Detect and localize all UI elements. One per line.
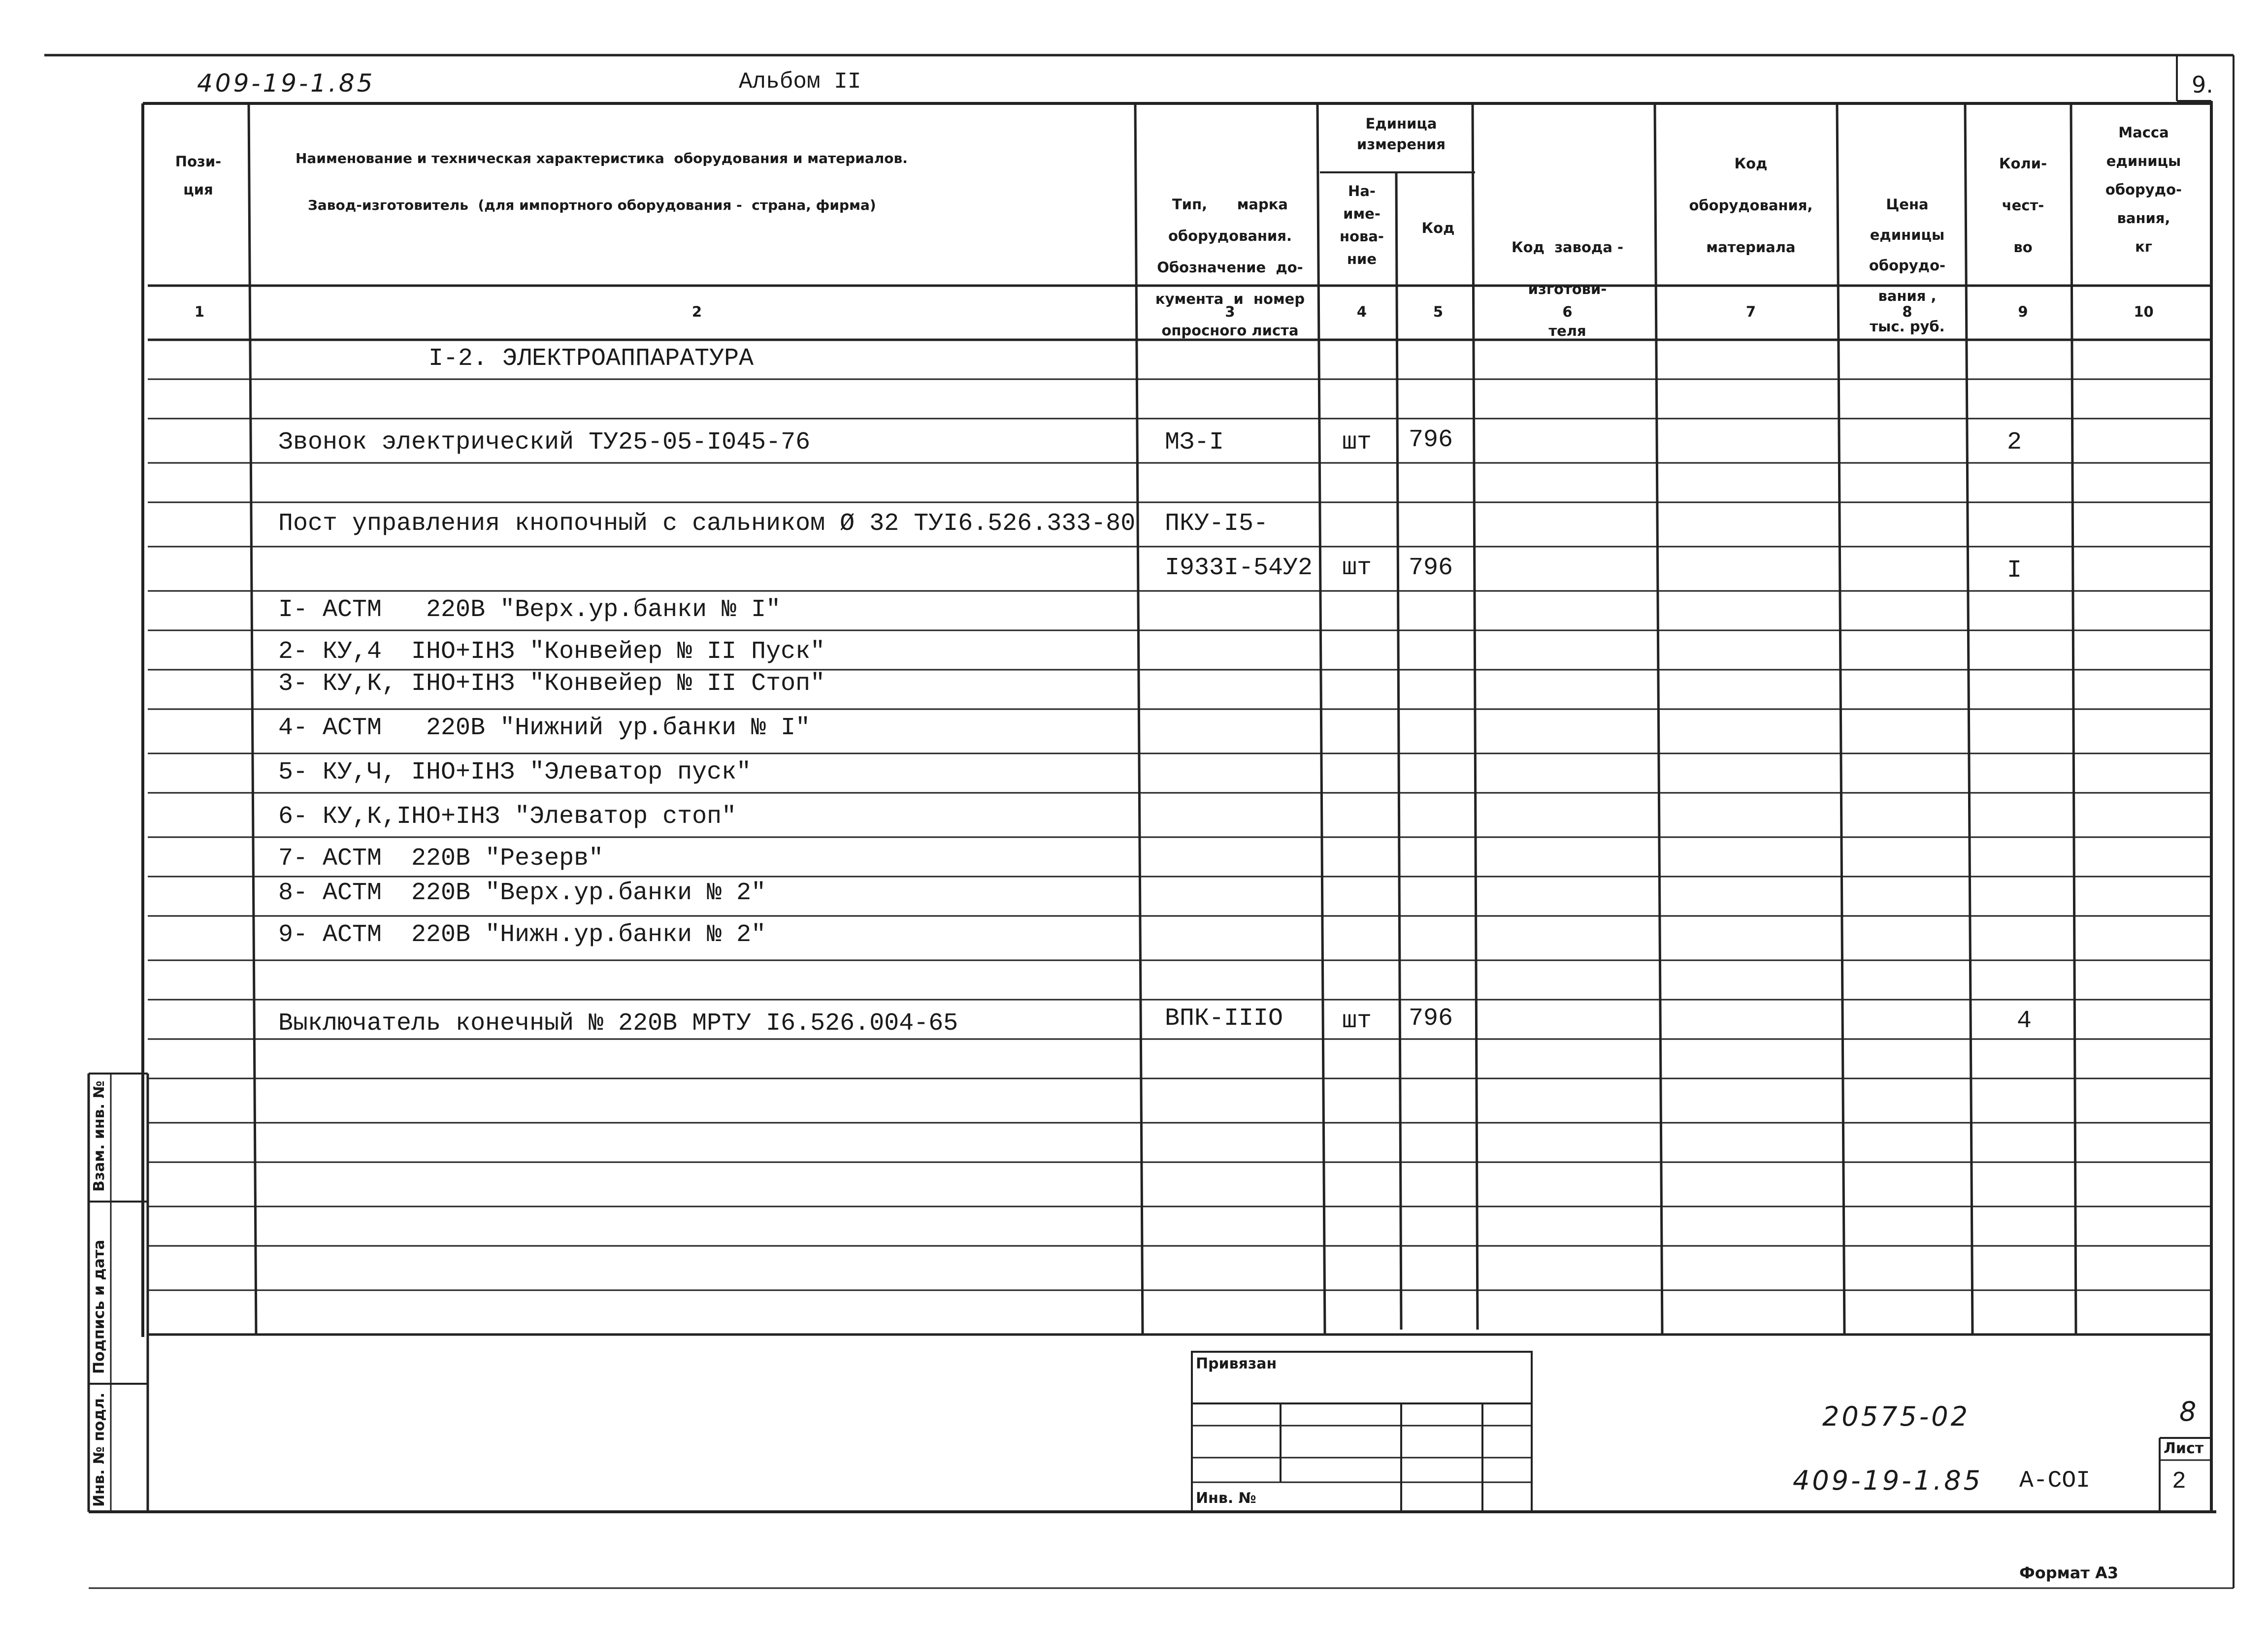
- table-row-code: 796: [1409, 554, 1453, 582]
- list-item: 7- АСТМ 220В "Резерв": [278, 845, 604, 873]
- table-row-type: МЗ-I: [1165, 428, 1224, 456]
- col-number-3: 3: [1225, 303, 1235, 320]
- header-price: Цена единицы оборудо- вания , тыс. руб.: [1869, 196, 1946, 335]
- table-row-unit: шт: [1342, 1007, 1372, 1035]
- col-number-9: 9: [2018, 303, 2028, 320]
- sheet-number: 2: [2172, 1468, 2186, 1495]
- table-row-code: 796: [1409, 1005, 1453, 1033]
- col-number-2: 2: [691, 303, 702, 320]
- header-equipment-code: Код оборудования, материала: [1689, 155, 1813, 256]
- project-number: 20575-02: [1822, 1401, 1970, 1432]
- table-row-qty: 4: [2017, 1007, 2032, 1035]
- table-row-type: ПКУ-I5-: [1165, 510, 1269, 538]
- side-label-podpis: Подпись и дата: [91, 1239, 108, 1374]
- table-row-type: ВПК-IIIО: [1165, 1005, 1283, 1033]
- table-row-name: Звонок электрический ТУ25-05-I045-76: [278, 428, 811, 456]
- header-type: Тип, марка оборудования. Обозначение до- кумента и номер опросного листа: [1155, 196, 1305, 339]
- header-name-line2: Завод-изготовитель (для импортного оборудования - страна, фирма): [308, 197, 876, 213]
- header-mass: Масса единицы оборудо- вания, кг: [2105, 124, 2182, 255]
- sheet-top: 8: [2179, 1396, 2197, 1427]
- table-row-qty: I: [2007, 556, 2022, 585]
- section-title: I-2. ЭЛЕКТРОАППАРАТУРА: [428, 345, 754, 373]
- table-row-code: 796: [1409, 426, 1453, 454]
- col-number-4: 4: [1356, 303, 1367, 320]
- col-number-10: 10: [2134, 303, 2154, 320]
- col-number-1: 1: [194, 303, 205, 320]
- list-item: 3- КУ,К, IНО+IНЗ "Конвейер № II Стоп": [278, 670, 825, 698]
- list-label: Лист: [2164, 1440, 2204, 1457]
- list-item: 9- АСТМ 220В "Нижн.ур.банки № 2": [278, 921, 766, 949]
- header-position: Пози- ция: [175, 153, 222, 198]
- table-row-unit: шт: [1342, 554, 1372, 582]
- header-unit-name: На- име- нова- ние: [1340, 183, 1384, 267]
- header-unit-group: Единица измерения: [1357, 115, 1446, 153]
- side-label-inv: Инв. № подл.: [91, 1392, 108, 1507]
- list-item: 4- АСТМ 220В "Нижний ур.банки № I": [278, 714, 811, 742]
- header-quantity: Коли- чест- во: [1999, 155, 2047, 256]
- page-number: 9.: [2192, 71, 2213, 98]
- table-row-qty: 2: [2007, 428, 2022, 456]
- table-row-name: Выключатель конечный № 220В МРТУ I6.526.004-65: [278, 1010, 958, 1038]
- format-label: Формат А3: [2019, 1564, 2119, 1582]
- header-name-line1: Наименование и техническая характеристика оборудования и материалов.: [296, 150, 908, 166]
- col-number-7: 7: [1745, 303, 1756, 320]
- list-item: 8- АСТМ 220В "Верх.ур.банки № 2": [278, 879, 766, 907]
- header-factory-code: Код завода - изготови- теля: [1511, 239, 1624, 339]
- doc-mark: А-СОI: [2019, 1467, 2091, 1494]
- list-item: 6- КУ,К,IНО+IНЗ "Элеватор стоп": [278, 803, 737, 831]
- doc-code-bottom: 409-19-1.85: [1793, 1465, 1983, 1496]
- col-number-6: 6: [1562, 303, 1573, 320]
- col-number-8: 8: [1902, 303, 1912, 320]
- list-item: I- АСТМ 220В "Верх.ур.банки № I": [278, 596, 781, 624]
- side-label-vzam: Взам. инв. №: [91, 1080, 108, 1192]
- list-item: 5- КУ,Ч, IНО+IНЗ "Элеватор пуск": [278, 758, 752, 786]
- table-row-name: Пост управления кнопочный с сальником Ø 32 ТУI6.526.333-80: [278, 510, 1136, 538]
- list-item: 2- КУ,4 IНО+IНЗ "Конвейер № II Пуск": [278, 638, 825, 666]
- stamp-privyazan: Привязан: [1196, 1355, 1277, 1372]
- stamp-inv-no: Инв. №: [1196, 1490, 1256, 1507]
- col-number-5: 5: [1433, 303, 1444, 320]
- album-label: Альбом II: [739, 69, 861, 95]
- header-unit-code: Код: [1421, 220, 1455, 236]
- table-row-unit: шт: [1342, 428, 1372, 456]
- table-row-type: I933I-54У2: [1165, 554, 1313, 582]
- doc-code-top: 409-19-1.85: [197, 69, 375, 98]
